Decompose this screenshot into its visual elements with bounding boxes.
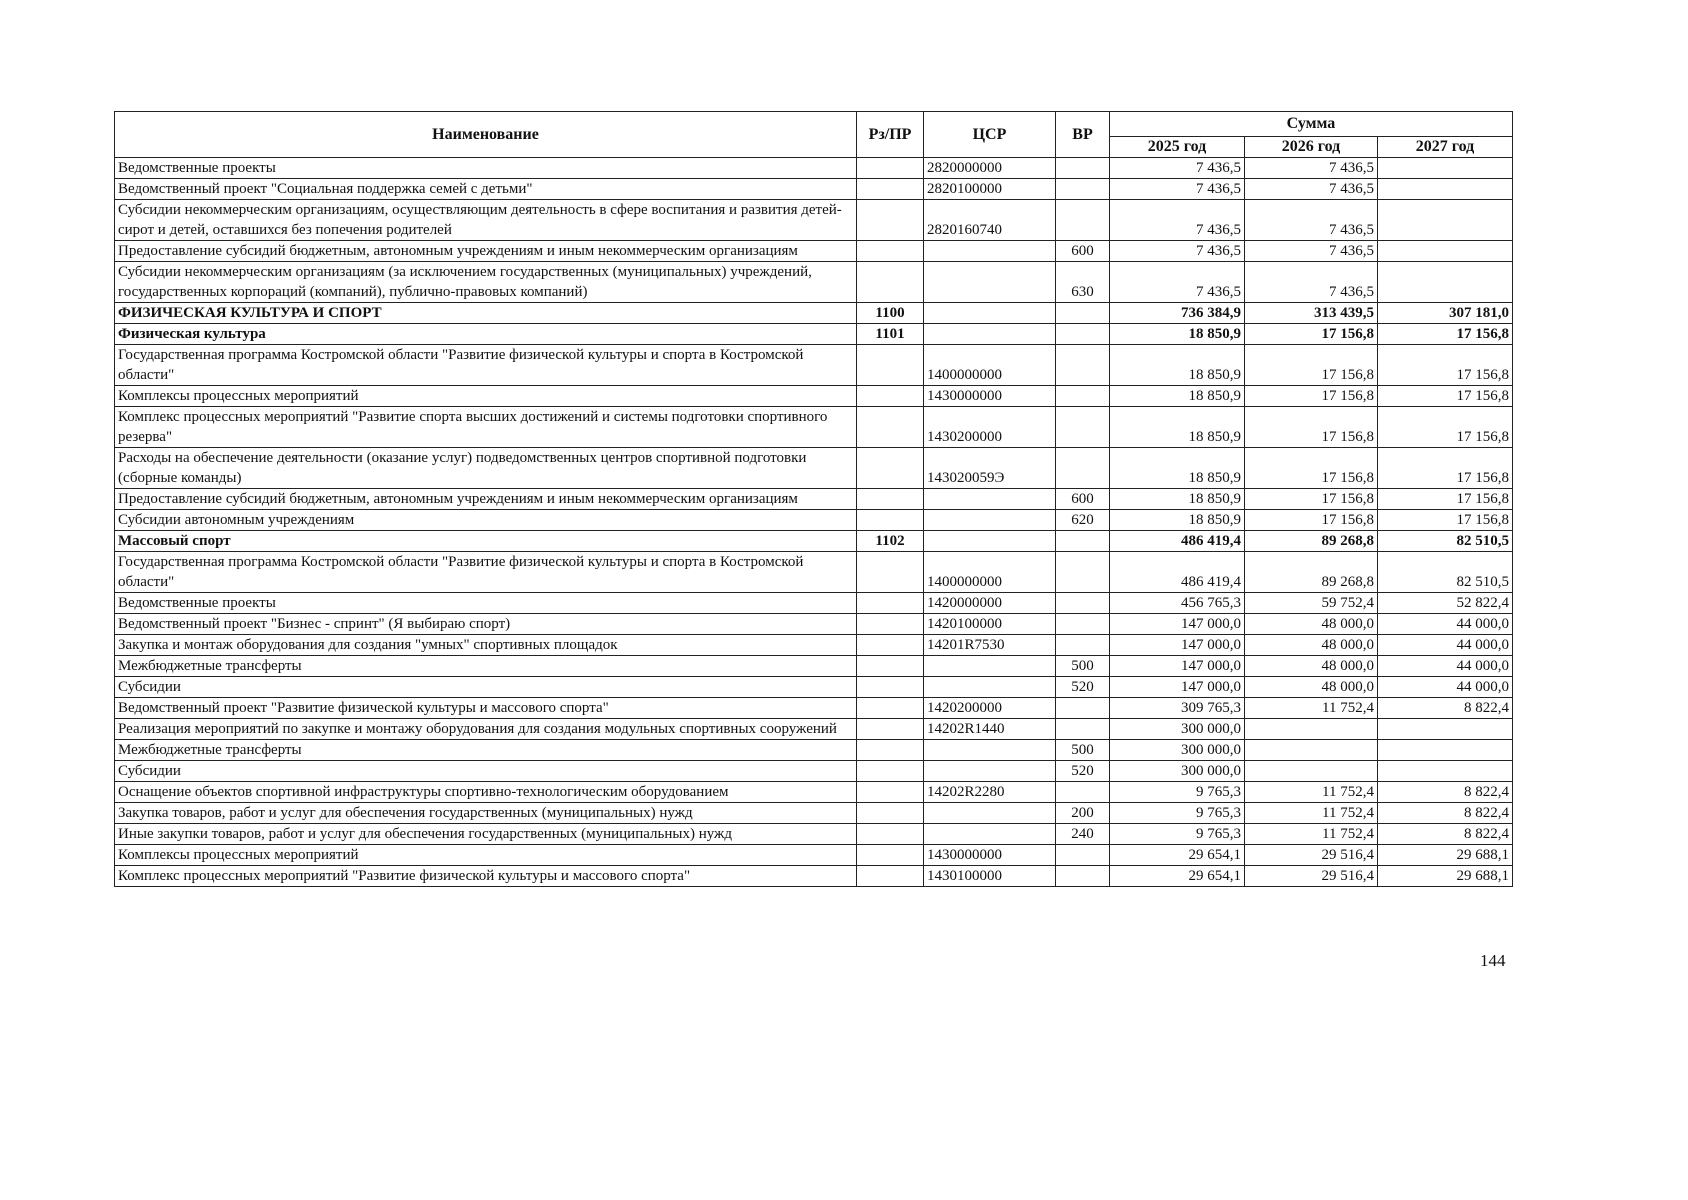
cell-name: Субсидии [115, 677, 857, 698]
table-row [115, 761, 1513, 782]
header-name: Наименование [115, 112, 857, 158]
cell-2027: 44 000,0 [1378, 677, 1513, 698]
cell-2026: 17 156,8 [1245, 407, 1378, 448]
table-row [115, 866, 1513, 887]
header-year-2027: 2027 год [1378, 137, 1513, 158]
cell-vr: 520 [1056, 677, 1110, 698]
table-row [115, 824, 1513, 845]
cell-vr [1056, 179, 1110, 200]
cell-name: Расходы на обеспечение деятельности (оказание услуг) подведомственных центров спортивной подготовки (сборные команды) [115, 448, 857, 489]
cell-2025: 29 654,1 [1110, 845, 1245, 866]
table-row [115, 241, 1513, 262]
cell-2027: 44 000,0 [1378, 635, 1513, 656]
cell-2026 [1245, 740, 1378, 761]
cell-vr [1056, 531, 1110, 552]
cell-name: ФИЗИЧЕСКАЯ КУЛЬТУРА И СПОРТ [115, 303, 857, 324]
header-year-2025: 2025 год [1110, 137, 1245, 158]
cell-2025: 147 000,0 [1110, 656, 1245, 677]
cell-name: Субсидии [115, 761, 857, 782]
cell-2027 [1378, 761, 1513, 782]
cell-csr: 1420100000 [924, 614, 1056, 635]
cell-2025: 300 000,0 [1110, 719, 1245, 740]
cell-2027 [1378, 158, 1513, 179]
cell-2027 [1378, 740, 1513, 761]
cell-2026 [1245, 761, 1378, 782]
table-row [115, 740, 1513, 761]
cell-csr: 14202R1440 [924, 719, 1056, 740]
cell-2025: 147 000,0 [1110, 635, 1245, 656]
cell-2026: 17 156,8 [1245, 324, 1378, 345]
cell-2025: 456 765,3 [1110, 593, 1245, 614]
cell-rzpr: 1102 [857, 531, 924, 552]
cell-2025: 7 436,5 [1110, 179, 1245, 200]
cell-2025: 9 765,3 [1110, 803, 1245, 824]
cell-2026: 7 436,5 [1245, 262, 1378, 303]
cell-rzpr [857, 845, 924, 866]
table-header [115, 112, 1513, 158]
cell-csr [924, 761, 1056, 782]
cell-vr [1056, 866, 1110, 887]
cell-2026: 17 156,8 [1245, 386, 1378, 407]
cell-name: Предоставление субсидий бюджетным, автономным учреждениям и иным некоммерческим организациям [115, 241, 857, 262]
cell-rzpr [857, 824, 924, 845]
cell-2026: 11 752,4 [1245, 782, 1378, 803]
cell-2027 [1378, 719, 1513, 740]
cell-2025: 7 436,5 [1110, 241, 1245, 262]
cell-rzpr: 1101 [857, 324, 924, 345]
header-year-2026: 2026 год [1245, 137, 1378, 158]
cell-2025: 18 850,9 [1110, 324, 1245, 345]
table-row [115, 782, 1513, 803]
cell-csr [924, 510, 1056, 531]
cell-name: Межбюджетные трансферты [115, 740, 857, 761]
cell-vr [1056, 407, 1110, 448]
cell-vr: 620 [1056, 510, 1110, 531]
cell-csr: 143020059Э [924, 448, 1056, 489]
table-row [115, 303, 1513, 324]
cell-vr: 600 [1056, 241, 1110, 262]
cell-2026 [1245, 719, 1378, 740]
cell-rzpr [857, 552, 924, 593]
table-row [115, 656, 1513, 677]
cell-2025: 7 436,5 [1110, 262, 1245, 303]
budget-document [114, 111, 1512, 887]
table-row [115, 531, 1513, 552]
cell-vr: 630 [1056, 262, 1110, 303]
cell-2027: 17 156,8 [1378, 324, 1513, 345]
cell-csr: 1400000000 [924, 345, 1056, 386]
cell-rzpr [857, 448, 924, 489]
cell-2025: 300 000,0 [1110, 761, 1245, 782]
cell-name: Государственная программа Костромской области "Развитие физической культуры и спорта в Костромской области" [115, 345, 857, 386]
cell-2027: 17 156,8 [1378, 386, 1513, 407]
cell-name: Реализация мероприятий по закупке и монтажу оборудования для создания модульных спортивных сооружений [115, 719, 857, 740]
cell-rzpr [857, 719, 924, 740]
cell-2027: 52 822,4 [1378, 593, 1513, 614]
cell-csr [924, 803, 1056, 824]
cell-csr [924, 656, 1056, 677]
cell-rzpr [857, 593, 924, 614]
cell-name: Субсидии некоммерческим организациям (за исключением государственных (муниципальных) учреждений, государственных корпораций (компаний), публично-правовых компаний) [115, 262, 857, 303]
cell-2027: 17 156,8 [1378, 345, 1513, 386]
cell-rzpr [857, 677, 924, 698]
header-sum: Сумма [1110, 112, 1513, 137]
table-row [115, 698, 1513, 719]
cell-rzpr [857, 635, 924, 656]
cell-2026: 7 436,5 [1245, 158, 1378, 179]
table-row [115, 386, 1513, 407]
cell-2026: 48 000,0 [1245, 614, 1378, 635]
cell-csr: 14202R2280 [924, 782, 1056, 803]
cell-name: Комплексы процессных мероприятий [115, 386, 857, 407]
table-row [115, 448, 1513, 489]
table-row [115, 593, 1513, 614]
cell-rzpr [857, 158, 924, 179]
cell-name: Ведомственный проект "Социальная поддержка семей с детьми" [115, 179, 857, 200]
cell-2026: 89 268,8 [1245, 552, 1378, 593]
cell-rzpr [857, 656, 924, 677]
cell-name: Ведомственные проекты [115, 593, 857, 614]
cell-2026: 29 516,4 [1245, 845, 1378, 866]
cell-2025: 18 850,9 [1110, 345, 1245, 386]
cell-2025: 18 850,9 [1110, 407, 1245, 448]
cell-name: Оснащение объектов спортивной инфраструктуры спортивно-технологическим оборудованием [115, 782, 857, 803]
cell-csr [924, 740, 1056, 761]
cell-rzpr [857, 803, 924, 824]
cell-rzpr [857, 698, 924, 719]
cell-rzpr [857, 510, 924, 531]
cell-2026: 48 000,0 [1245, 656, 1378, 677]
cell-vr [1056, 303, 1110, 324]
cell-rzpr [857, 345, 924, 386]
cell-csr: 1430200000 [924, 407, 1056, 448]
cell-rzpr [857, 200, 924, 241]
cell-name: Закупка и монтаж оборудования для создания "умных" спортивных площадок [115, 635, 857, 656]
cell-2025: 18 850,9 [1110, 386, 1245, 407]
cell-rzpr [857, 179, 924, 200]
cell-2026: 313 439,5 [1245, 303, 1378, 324]
cell-2027 [1378, 262, 1513, 303]
cell-2027: 307 181,0 [1378, 303, 1513, 324]
cell-vr [1056, 719, 1110, 740]
cell-2025: 736 384,9 [1110, 303, 1245, 324]
cell-vr [1056, 345, 1110, 386]
cell-2027 [1378, 241, 1513, 262]
page-number: 144 [1480, 951, 1506, 970]
cell-name: Закупка товаров, работ и услуг для обеспечения государственных (муниципальных) нужд [115, 803, 857, 824]
cell-csr: 1430100000 [924, 866, 1056, 887]
cell-name: Предоставление субсидий бюджетным, автономным учреждениям и иным некоммерческим организациям [115, 489, 857, 510]
cell-name: Комплекс процессных мероприятий "Развитие физической культуры и массового спорта" [115, 866, 857, 887]
table-row [115, 614, 1513, 635]
cell-2025: 18 850,9 [1110, 489, 1245, 510]
table-row [115, 158, 1513, 179]
cell-csr: 1430000000 [924, 386, 1056, 407]
cell-vr [1056, 200, 1110, 241]
cell-rzpr [857, 262, 924, 303]
cell-2025: 18 850,9 [1110, 510, 1245, 531]
cell-2026: 11 752,4 [1245, 803, 1378, 824]
cell-name: Ведомственный проект "Развитие физической культуры и массового спорта" [115, 698, 857, 719]
table-row [115, 407, 1513, 448]
cell-rzpr [857, 489, 924, 510]
cell-vr: 600 [1056, 489, 1110, 510]
cell-2026: 7 436,5 [1245, 200, 1378, 241]
cell-csr: 1400000000 [924, 552, 1056, 593]
cell-2025: 147 000,0 [1110, 677, 1245, 698]
cell-name: Государственная программа Костромской области "Развитие физической культуры и спорта в Костромской области" [115, 552, 857, 593]
cell-vr [1056, 448, 1110, 489]
cell-csr: 2820160740 [924, 200, 1056, 241]
cell-rzpr [857, 407, 924, 448]
cell-rzpr: 1100 [857, 303, 924, 324]
cell-2027 [1378, 200, 1513, 241]
header-csr: ЦСР [924, 112, 1056, 158]
cell-2026: 7 436,5 [1245, 179, 1378, 200]
cell-2026: 17 156,8 [1245, 489, 1378, 510]
table-body [115, 158, 1513, 887]
cell-2026: 11 752,4 [1245, 698, 1378, 719]
cell-2027: 17 156,8 [1378, 407, 1513, 448]
cell-name: Массовый спорт [115, 531, 857, 552]
cell-vr [1056, 158, 1110, 179]
cell-csr [924, 489, 1056, 510]
table-row [115, 200, 1513, 241]
table-row [115, 324, 1513, 345]
cell-2026: 29 516,4 [1245, 866, 1378, 887]
cell-2025: 486 419,4 [1110, 552, 1245, 593]
cell-2026: 17 156,8 [1245, 448, 1378, 489]
cell-2026: 11 752,4 [1245, 824, 1378, 845]
cell-2027: 82 510,5 [1378, 531, 1513, 552]
cell-2026: 59 752,4 [1245, 593, 1378, 614]
cell-2027: 82 510,5 [1378, 552, 1513, 593]
cell-rzpr [857, 740, 924, 761]
cell-2027 [1378, 179, 1513, 200]
cell-name: Комплекс процессных мероприятий "Развитие спорта высших достижений и системы подготовки спортивного резерва" [115, 407, 857, 448]
cell-2027: 8 822,4 [1378, 824, 1513, 845]
cell-name: Комплексы процессных мероприятий [115, 845, 857, 866]
table-row [115, 635, 1513, 656]
budget-table [114, 111, 1513, 887]
cell-name: Субсидии некоммерческим организациям, осуществляющим деятельность в сфере воспитания и развития детей-сирот и детей, оставшихся без попечения родителей [115, 200, 857, 241]
header-vr: ВР [1056, 112, 1110, 158]
cell-vr: 500 [1056, 656, 1110, 677]
cell-rzpr [857, 614, 924, 635]
cell-2026: 89 268,8 [1245, 531, 1378, 552]
cell-2027: 17 156,8 [1378, 448, 1513, 489]
cell-2025: 7 436,5 [1110, 200, 1245, 241]
cell-2027: 29 688,1 [1378, 866, 1513, 887]
cell-csr: 2820100000 [924, 179, 1056, 200]
cell-csr: 1420000000 [924, 593, 1056, 614]
cell-name: Межбюджетные трансферты [115, 656, 857, 677]
cell-csr: 1420200000 [924, 698, 1056, 719]
cell-2027: 8 822,4 [1378, 698, 1513, 719]
cell-name: Физическая культура [115, 324, 857, 345]
cell-vr: 520 [1056, 761, 1110, 782]
cell-name: Иные закупки товаров, работ и услуг для обеспечения государственных (муниципальных) нужд [115, 824, 857, 845]
table-row [115, 677, 1513, 698]
cell-2025: 486 419,4 [1110, 531, 1245, 552]
cell-csr [924, 531, 1056, 552]
cell-2026: 17 156,8 [1245, 510, 1378, 531]
cell-csr: 1430000000 [924, 845, 1056, 866]
cell-rzpr [857, 866, 924, 887]
table-row [115, 179, 1513, 200]
table-row [115, 345, 1513, 386]
cell-csr [924, 324, 1056, 345]
cell-2027: 44 000,0 [1378, 656, 1513, 677]
cell-2026: 7 436,5 [1245, 241, 1378, 262]
cell-vr: 240 [1056, 824, 1110, 845]
cell-2027: 17 156,8 [1378, 489, 1513, 510]
table-row [115, 489, 1513, 510]
cell-2025: 9 765,3 [1110, 782, 1245, 803]
cell-rzpr [857, 241, 924, 262]
cell-name: Субсидии автономным учреждениям [115, 510, 857, 531]
cell-vr [1056, 845, 1110, 866]
cell-2027: 44 000,0 [1378, 614, 1513, 635]
cell-rzpr [857, 386, 924, 407]
table-row [115, 262, 1513, 303]
cell-vr: 500 [1056, 740, 1110, 761]
cell-2026: 17 156,8 [1245, 345, 1378, 386]
cell-2025: 7 436,5 [1110, 158, 1245, 179]
cell-csr [924, 262, 1056, 303]
cell-2025: 9 765,3 [1110, 824, 1245, 845]
cell-2026: 48 000,0 [1245, 635, 1378, 656]
cell-2025: 18 850,9 [1110, 448, 1245, 489]
cell-vr [1056, 635, 1110, 656]
table-row [115, 552, 1513, 593]
cell-vr [1056, 782, 1110, 803]
table-row [115, 510, 1513, 531]
table-row [115, 803, 1513, 824]
cell-name: Ведомственные проекты [115, 158, 857, 179]
cell-vr [1056, 614, 1110, 635]
cell-csr [924, 824, 1056, 845]
cell-vr: 200 [1056, 803, 1110, 824]
cell-name: Ведомственный проект "Бизнес - спринт" (Я выбираю спорт) [115, 614, 857, 635]
cell-2027: 8 822,4 [1378, 782, 1513, 803]
cell-csr [924, 241, 1056, 262]
cell-csr: 2820000000 [924, 158, 1056, 179]
cell-vr [1056, 552, 1110, 593]
cell-2027: 8 822,4 [1378, 803, 1513, 824]
cell-2026: 48 000,0 [1245, 677, 1378, 698]
cell-2025: 29 654,1 [1110, 866, 1245, 887]
cell-csr [924, 677, 1056, 698]
cell-vr [1056, 593, 1110, 614]
cell-2027: 29 688,1 [1378, 845, 1513, 866]
cell-2025: 309 765,3 [1110, 698, 1245, 719]
table-row [115, 719, 1513, 740]
cell-2025: 300 000,0 [1110, 740, 1245, 761]
table-row [115, 845, 1513, 866]
cell-csr [924, 303, 1056, 324]
cell-csr: 14201R7530 [924, 635, 1056, 656]
cell-vr [1056, 386, 1110, 407]
cell-rzpr [857, 782, 924, 803]
cell-2027: 17 156,8 [1378, 510, 1513, 531]
cell-rzpr [857, 761, 924, 782]
header-rzpr: Рз/ПР [857, 112, 924, 158]
cell-vr [1056, 324, 1110, 345]
cell-vr [1056, 698, 1110, 719]
cell-2025: 147 000,0 [1110, 614, 1245, 635]
